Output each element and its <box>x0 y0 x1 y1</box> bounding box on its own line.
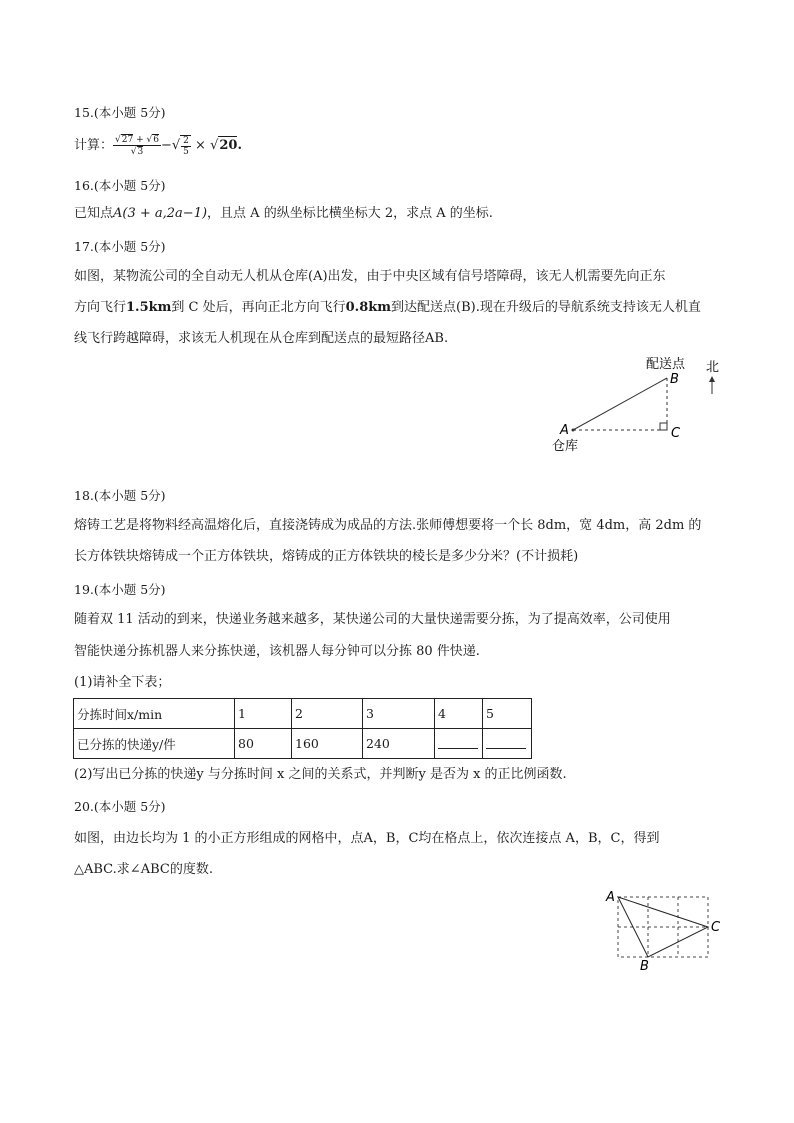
q15-sqrt-20: 20 <box>219 138 238 153</box>
q17-label-A: A <box>560 423 569 438</box>
q19-cell: 240 <box>363 729 435 759</box>
q19-answer-blank[interactable] <box>483 729 532 759</box>
q17-line2: 方向飞行1.5km到 C 处后，再向正北方向飞行0.8km到达配送点(B).现在升级后的导航系统支持该无人机直 <box>74 300 701 315</box>
q17-line1: 如图，某物流公司的全自动无人机从仓库(A)出发，由于中央区域有信号塔障碍，该无人机需要先向正东 <box>74 269 666 284</box>
q18-line1: 熔铸工艺是将物料经高温熔化后，直接浇铸成为成品的方法.张师傅想要将一个长 8dm，宽 4dm，高 2dm 的 <box>74 518 702 533</box>
q20-label-C: C <box>711 920 721 935</box>
q19-part1: (1)请补全下表； <box>74 675 171 690</box>
q17-label-north: 北 <box>706 360 720 375</box>
q20-figure <box>600 885 730 975</box>
q19-row1-label: 分拣时间x/min <box>74 699 235 729</box>
q17-line-AB <box>573 378 667 430</box>
table-row <box>74 729 532 759</box>
q20-grid <box>618 897 708 957</box>
q20-label-A: A <box>606 890 615 905</box>
q17-label-warehouse: 仓库 <box>552 439 579 454</box>
q17-label-B: B <box>670 372 679 387</box>
q19-cell: 1 <box>235 699 292 729</box>
q15-sqrt-two-fifths: $\frac{2}{5}$ <box>180 135 191 157</box>
q18-heading: 18.(本小题 5分) <box>74 488 166 503</box>
q19-line2: 智能快递分拣机器人来分拣快递，该机器人每分钟可以分拣 80 件快递. <box>74 644 480 659</box>
q19-table <box>73 698 532 759</box>
q19-row2-label: 已分拣的快递y/件 <box>74 729 235 759</box>
q15-expression: 计算： $\frac{√27 + √6}{√3}$ −√ $\frac{2}{5}$ × √20. <box>74 135 242 157</box>
q19-cell: 4 <box>435 699 483 729</box>
q16-text: 已知点A(3 + a,2a−1)，且点 A 的纵坐标比横坐标大 2，求点 A 的坐标. <box>74 206 493 221</box>
q19-cell: 5 <box>483 699 532 729</box>
q17-label-delivery: 配送点 <box>646 357 686 372</box>
q16-heading: 16.(本小题 5分) <box>74 178 166 193</box>
q15-prefix: 计算： <box>74 138 114 153</box>
q19-part2: (2)写出已分拣的快递y 与分拣时间 x 之间的关系式，并判断y 是否为 x 的正比例函数. <box>74 767 567 782</box>
q17-heading: 17.(本小题 5分) <box>74 239 166 254</box>
q19-line1: 随着双 11 活动的到来，快递业务越来越多，某快递公司的大量快递需要分拣，为了提高效率，公司使用 <box>74 612 671 627</box>
q19-cell: 2 <box>292 699 363 729</box>
q19-cell: 80 <box>235 729 292 759</box>
q20-line2: △ABC.求∠ABC的度数. <box>74 862 213 877</box>
q15-heading: 15.(本小题 5分) <box>74 105 166 120</box>
q20-heading: 20.(本小题 5分) <box>74 799 166 814</box>
q16-point: A(3 + a,2a−1) <box>113 206 208 221</box>
q20-label-B: B <box>640 959 649 974</box>
q19-heading: 19.(本小题 5分) <box>74 582 166 597</box>
q19-answer-blank[interactable] <box>435 729 483 759</box>
q17-figure <box>540 350 740 460</box>
q17-distance-north: 0.8km <box>345 300 392 315</box>
q20-line1: 如图，由边长均为 1 的小正方形组成的网格中，点A，B，C均在格点上，依次连接点 A，B，C，得到 <box>74 831 660 846</box>
q15-fraction: $\frac{√27 + √6}{√3}$ <box>115 135 159 157</box>
q19-cell: 3 <box>363 699 435 729</box>
table-row <box>74 699 532 729</box>
q17-right-angle <box>660 423 667 430</box>
q17-distance-east: 1.5km <box>126 300 172 315</box>
q19-cell: 160 <box>292 729 363 759</box>
q18-line2: 长方体铁块熔铸成一个正方体铁块，熔铸成的正方体铁块的棱长是多少分米？(不计损耗) <box>74 549 579 564</box>
q17-line3: 线飞行跨越障碍，求该无人机现在从仓库到配送点的最短路径AB. <box>74 331 449 346</box>
q17-label-C: C <box>671 426 681 441</box>
